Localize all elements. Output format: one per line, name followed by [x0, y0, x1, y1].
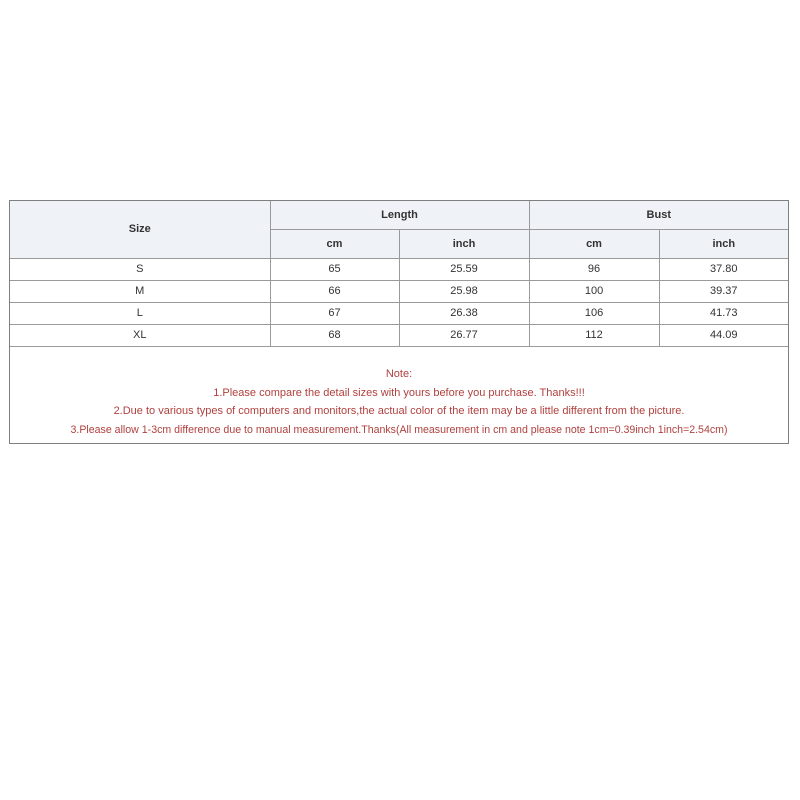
table-row	[10, 302, 788, 324]
bust-header: Bust	[529, 201, 788, 229]
bust-inch-cell: 39.37	[659, 280, 788, 302]
length-inch-cell: 25.59	[399, 258, 529, 280]
bust-cm-cell: 112	[529, 324, 659, 346]
length-inch-cell: 25.98	[399, 280, 529, 302]
table-row	[10, 258, 788, 280]
note-line-3: 3.Please allow 1-3cm difference due to manual measurement.Thanks(All measurement in cm and please note 1cm=0.39inch 1inch=2.54cm)	[70, 423, 728, 436]
length-header: Length	[270, 201, 529, 229]
length-cm-cell: 65	[270, 258, 399, 280]
bust-inch-header: inch	[659, 229, 788, 258]
bust-inch-cell: 41.73	[659, 302, 788, 324]
size-cell: L	[10, 302, 270, 324]
length-cm-header: cm	[270, 229, 399, 258]
bust-cm-cell: 100	[529, 280, 659, 302]
length-cm-cell: 68	[270, 324, 399, 346]
note-title: Note:	[385, 368, 413, 380]
length-cm-cell: 67	[270, 302, 399, 324]
bust-cm-cell: 96	[529, 258, 659, 280]
length-cm-cell: 66	[270, 280, 399, 302]
size-table	[10, 201, 788, 346]
size-cell: M	[10, 280, 270, 302]
bust-inch-cell: 37.80	[659, 258, 788, 280]
bust-cm-cell: 106	[529, 302, 659, 324]
size-cell: S	[10, 258, 270, 280]
length-inch-cell: 26.38	[399, 302, 529, 324]
notes-section	[10, 346, 788, 443]
size-cell: XL	[10, 324, 270, 346]
bust-inch-cell: 44.09	[659, 324, 788, 346]
header-row-groups	[10, 201, 788, 229]
table-row	[10, 324, 788, 346]
note-line-2: 2.Due to various types of computers and monitors,the actual color of the item may be a little different from the picture.	[113, 405, 685, 417]
table-row	[10, 280, 788, 302]
length-inch-cell: 26.77	[399, 324, 529, 346]
bust-cm-header: cm	[529, 229, 659, 258]
size-header: Size	[10, 201, 270, 258]
size-chart	[9, 200, 789, 444]
length-inch-header: inch	[399, 229, 529, 258]
note-line-1: 1.Please compare the detail sizes with yours before you purchase. Thanks!!!	[213, 386, 585, 399]
